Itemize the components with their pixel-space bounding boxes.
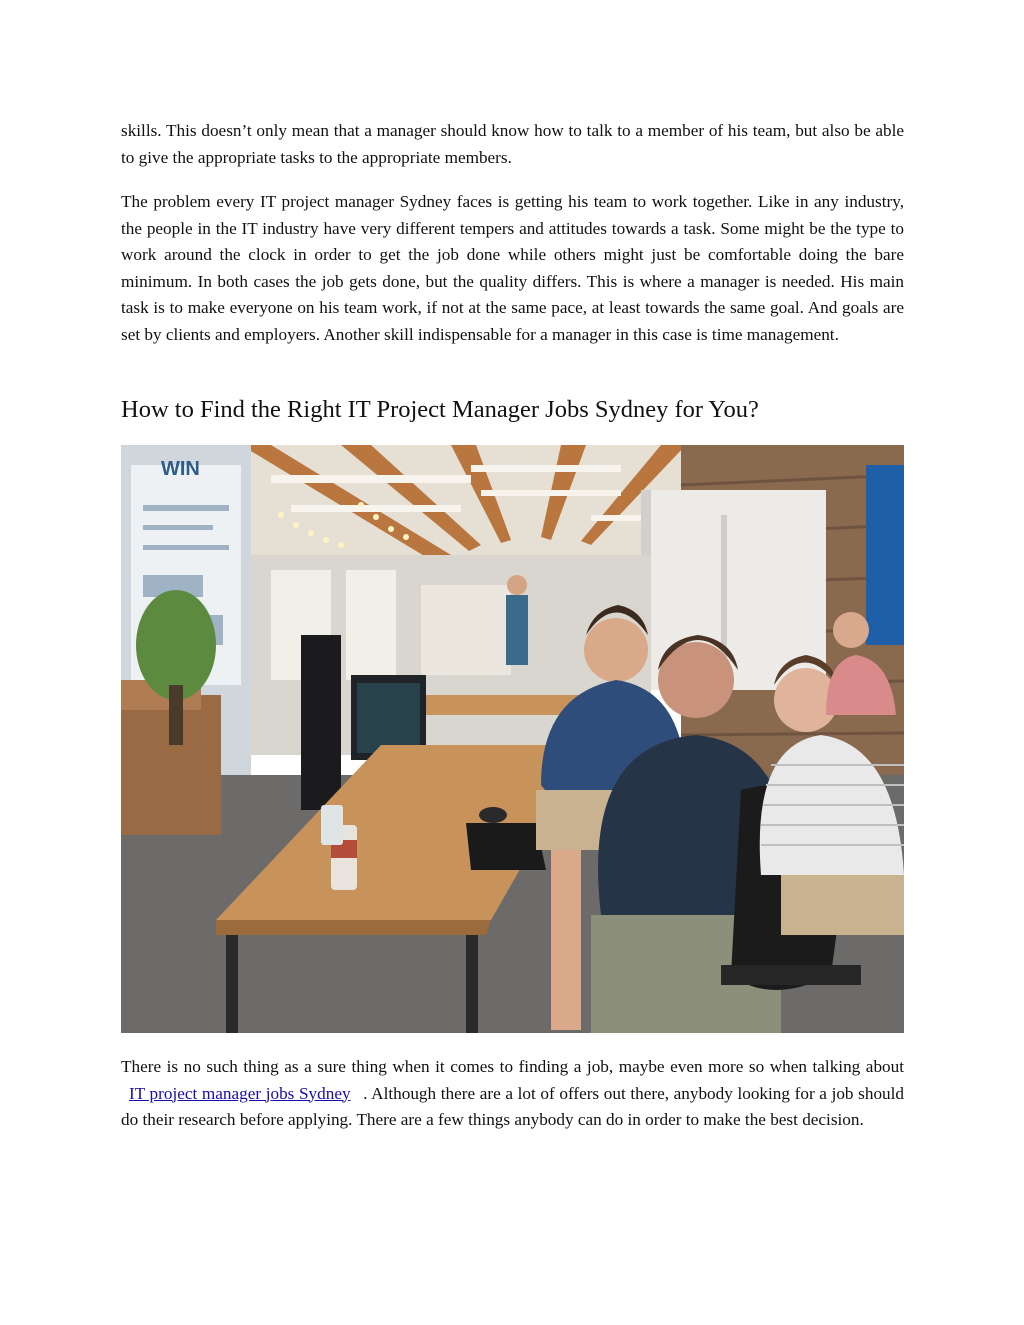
win-sign: WIN — [161, 458, 200, 480]
paragraph-intro-tail: skills. This doesn’t only mean that a manager should know how to talk to a member of his team, but also be able to give the appropriate tasks to the appropriate members. — [121, 121, 904, 167]
closing-text-after: . Although there are a lot of offers out there, anybody looking for a job should do their research before applying. There are a few things anybody can do in order to make the best decision. — [121, 1083, 905, 1129]
section-heading: How to Find the Right IT Project Manager Jobs Sydney for You? — [121, 396, 759, 423]
paragraph-problem: The problem every IT project manager Sydney faces is getting his team to work together. Like in any industry, the people in the IT industry have very different tempers and attitudes towards a task. Some might be the type to work around the clock in order to get the job done while others might just be comfortable doing the bare minimum. In both cases the job gets done, but the quality differs. This is where a manager is needed. His main task is to make everyone on his team work, if not at the same pace, at least towards the same goal. And goals are set by clients and employers. Another skill indispensable for a manager in this case is time management. — [121, 192, 904, 344]
closing-text-before: There is no such thing as a sure thing when it comes to finding a job, maybe even more so when talking about — [121, 1057, 904, 1076]
paragraph-closing — [121, 1054, 904, 1134]
office-team-photo — [121, 445, 904, 1033]
it-project-manager-jobs-link[interactable]: IT project manager jobs Sydney — [129, 1083, 351, 1103]
